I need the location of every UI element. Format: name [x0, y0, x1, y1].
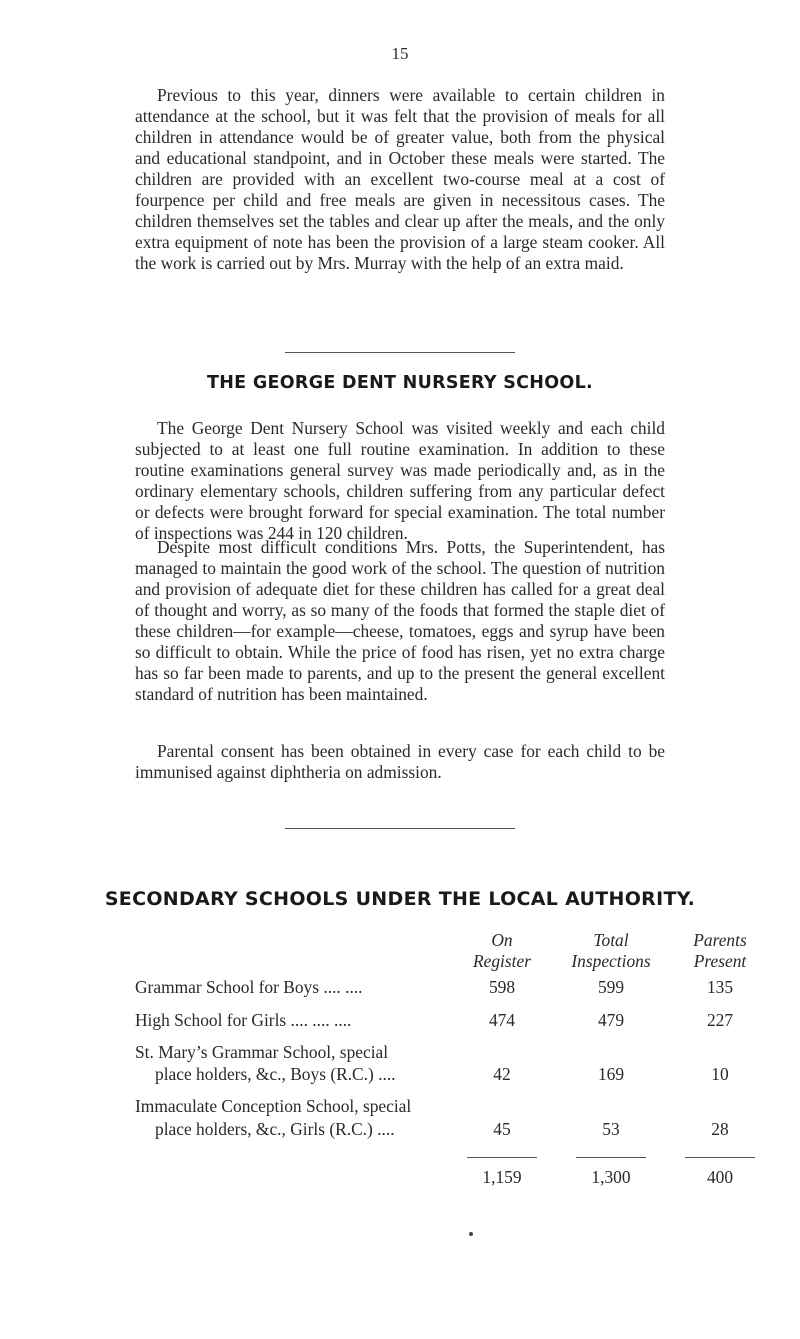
intro-paragraph: Previous to this year, dinners were available to certain children in attendance at the school, but it was felt that the provision of meals for all children in attendance would be of greater value, both from the physical and educational standpoint, and in October these meals were started. The children are provided with an excellent two-course meal at a cost of fourpence per child and free meals are given in necessitous cases. The children themselves set the tables and clear up after the meals, and the only extra equipment of note has been the provision of a large steam cooker. All the work is carried out by Mrs. Murray with the help of an extra maid.: [135, 85, 665, 273]
page-number: 15: [391, 44, 409, 63]
nursery-paragraph-2: Despite most difficult conditions Mrs. Potts, the Superintendent, has managed to maintain the good work of the school. The question of nutrition and provision of adequate diet for these children has called for a great deal of thought and worry, as so many of the foods that formed the staple diet of these children—for example—cheese, tomatoes, eggs and syrup have been so difficult to obtain. While the price of food has risen, yet no extra charge has so far been made to parents, and up to the present the general excellent standard of nutrition has been maintained.: [135, 537, 665, 704]
sum-rule: [467, 1157, 537, 1158]
column-header-total-inspections: Total Inspections: [571, 930, 651, 971]
section-divider: [285, 352, 515, 353]
secondary-heading: SECONDARY SCHOOLS UNDER THE LOCAL AUTHORITY.: [104, 888, 696, 910]
section-divider: [285, 828, 515, 829]
ink-dot: [469, 1232, 473, 1236]
sum-rule: [576, 1157, 646, 1158]
column-header-on-register: On Register: [473, 930, 531, 971]
nursery-paragraph-1: The George Dent Nursery School was visited weekly and each child subjected to at least one full routine examination. In addition to these routine examinations general survey was made periodically and, as in the ordinary elementary schools, children suffering from any particular defect or defects were brought forward for special examination. The total number of inspections was 244 in 120 children.: [135, 418, 665, 543]
column-header-parents-present: Parents Present: [693, 930, 747, 971]
nursery-heading: THE GEORGE DENT NURSERY SCHOOL.: [207, 373, 593, 393]
sum-rule: [685, 1157, 755, 1158]
nursery-paragraph-3: Parental consent has been obtained in every case for each child to be immunised against diphtheria on admission.: [135, 741, 665, 782]
